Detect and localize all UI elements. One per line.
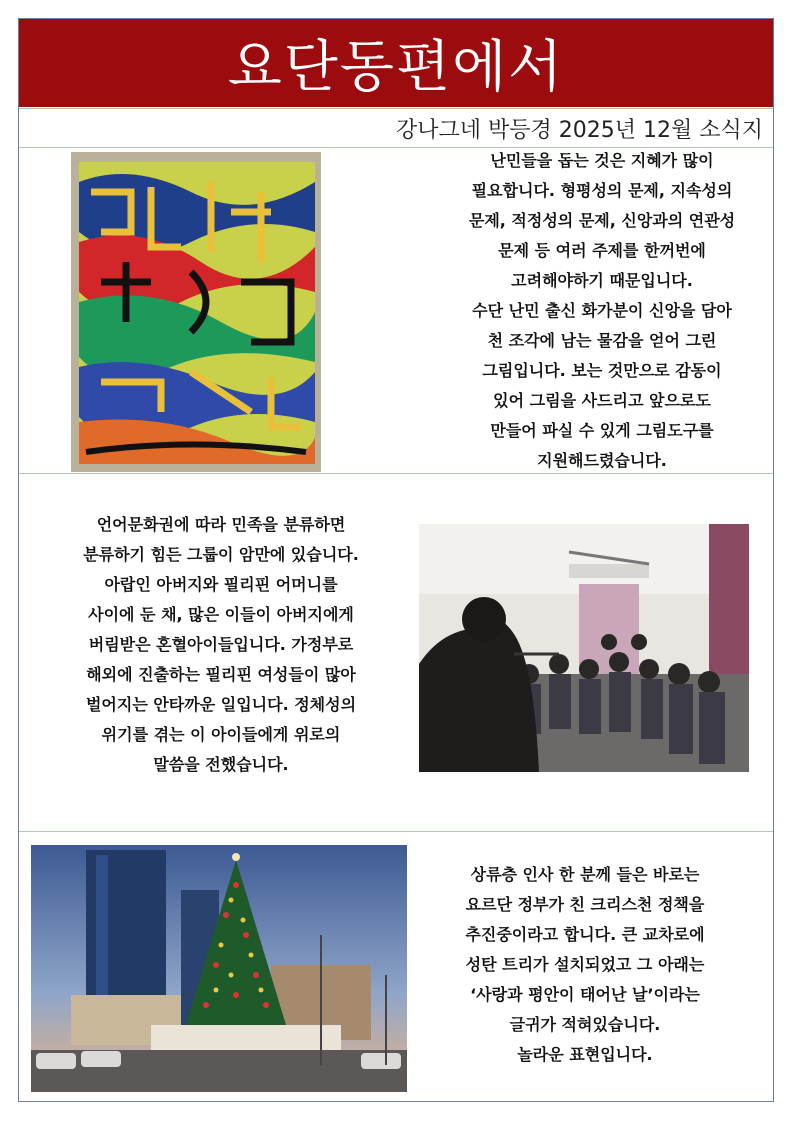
newsletter-title: 요단동편에서 — [19, 19, 773, 107]
text-line: 성탄 트리가 설치되었고 그 아래는 — [465, 955, 705, 974]
abstract-painting-image — [71, 152, 321, 472]
section-divider — [19, 473, 773, 474]
section3-text — [412, 860, 758, 1070]
text-line: 말씀을 전했습니다. — [153, 755, 289, 774]
audience-photo — [419, 524, 749, 772]
text-line: 해외에 진출하는 필리핀 여성들이 많아 — [86, 665, 356, 684]
text-line: 수단 난민 출신 화가분이 신앙을 담아 — [472, 301, 732, 320]
text-line: 놀라운 표현입니다. — [517, 1045, 653, 1064]
text-line: 지원해드렸습니다. — [537, 451, 667, 470]
text-line: 난민들을 돕는 것은 지혜가 많이 — [490, 151, 714, 170]
section2-text — [28, 510, 414, 780]
text-line: 벌어지는 안타까운 일입니다. 정체성의 — [85, 695, 357, 714]
text-line: 천 조각에 남는 물감을 얻어 그린 — [487, 331, 717, 350]
text-line: 요르단 정부가 친 크리스천 정책을 — [465, 895, 705, 914]
section1-text — [432, 146, 772, 476]
text-line: 분류하기 힘든 그룹이 암만에 있습니다. — [83, 545, 359, 564]
text-line: ‘사랑과 평안이 태어난 날’이라는 — [470, 985, 700, 1004]
text-line: 언어문화권에 따라 민족을 분류하면 — [96, 515, 346, 534]
text-line: 문제 등 여러 주제를 한꺼번에 — [498, 241, 706, 260]
text-line: 상류층 인사 한 분께 들은 바로는 — [470, 865, 700, 884]
newsletter-subtitle — [19, 108, 773, 148]
text-line: 문제, 적정성의 문제, 신앙과의 연관성 — [468, 211, 736, 230]
text-line: 만들어 파실 수 있게 그림도구를 — [490, 421, 714, 440]
section-divider — [19, 831, 773, 832]
text-line: 필요합니다. 형평성의 문제, 지속성의 — [471, 181, 733, 200]
text-line: 있어 그림을 사드리고 앞으로도 — [493, 391, 711, 410]
text-line: 사이에 둔 채, 많은 이들이 아버지에게 — [88, 605, 354, 624]
text-line: 추진중이라고 합니다. 큰 교차로에 — [465, 925, 705, 944]
text-line: 고려해야하기 때문입니다. — [511, 271, 693, 290]
text-line: 버림받은 혼혈아이들입니다. 가정부로 — [88, 635, 354, 654]
subtitle-text: 강나그네 박등경 2025년 12월 소식지 — [396, 117, 763, 143]
text-line: 그림입니다. 보는 것만으로 감동이 — [482, 361, 722, 380]
christmas-tree-photo — [31, 845, 407, 1092]
text-line: 글귀가 적혀있습니다. — [509, 1015, 661, 1034]
text-line: 위기를 겪는 이 아이들에게 위로의 — [101, 725, 341, 744]
text-line: 아랍인 아버지와 필리핀 어머니를 — [104, 575, 338, 594]
